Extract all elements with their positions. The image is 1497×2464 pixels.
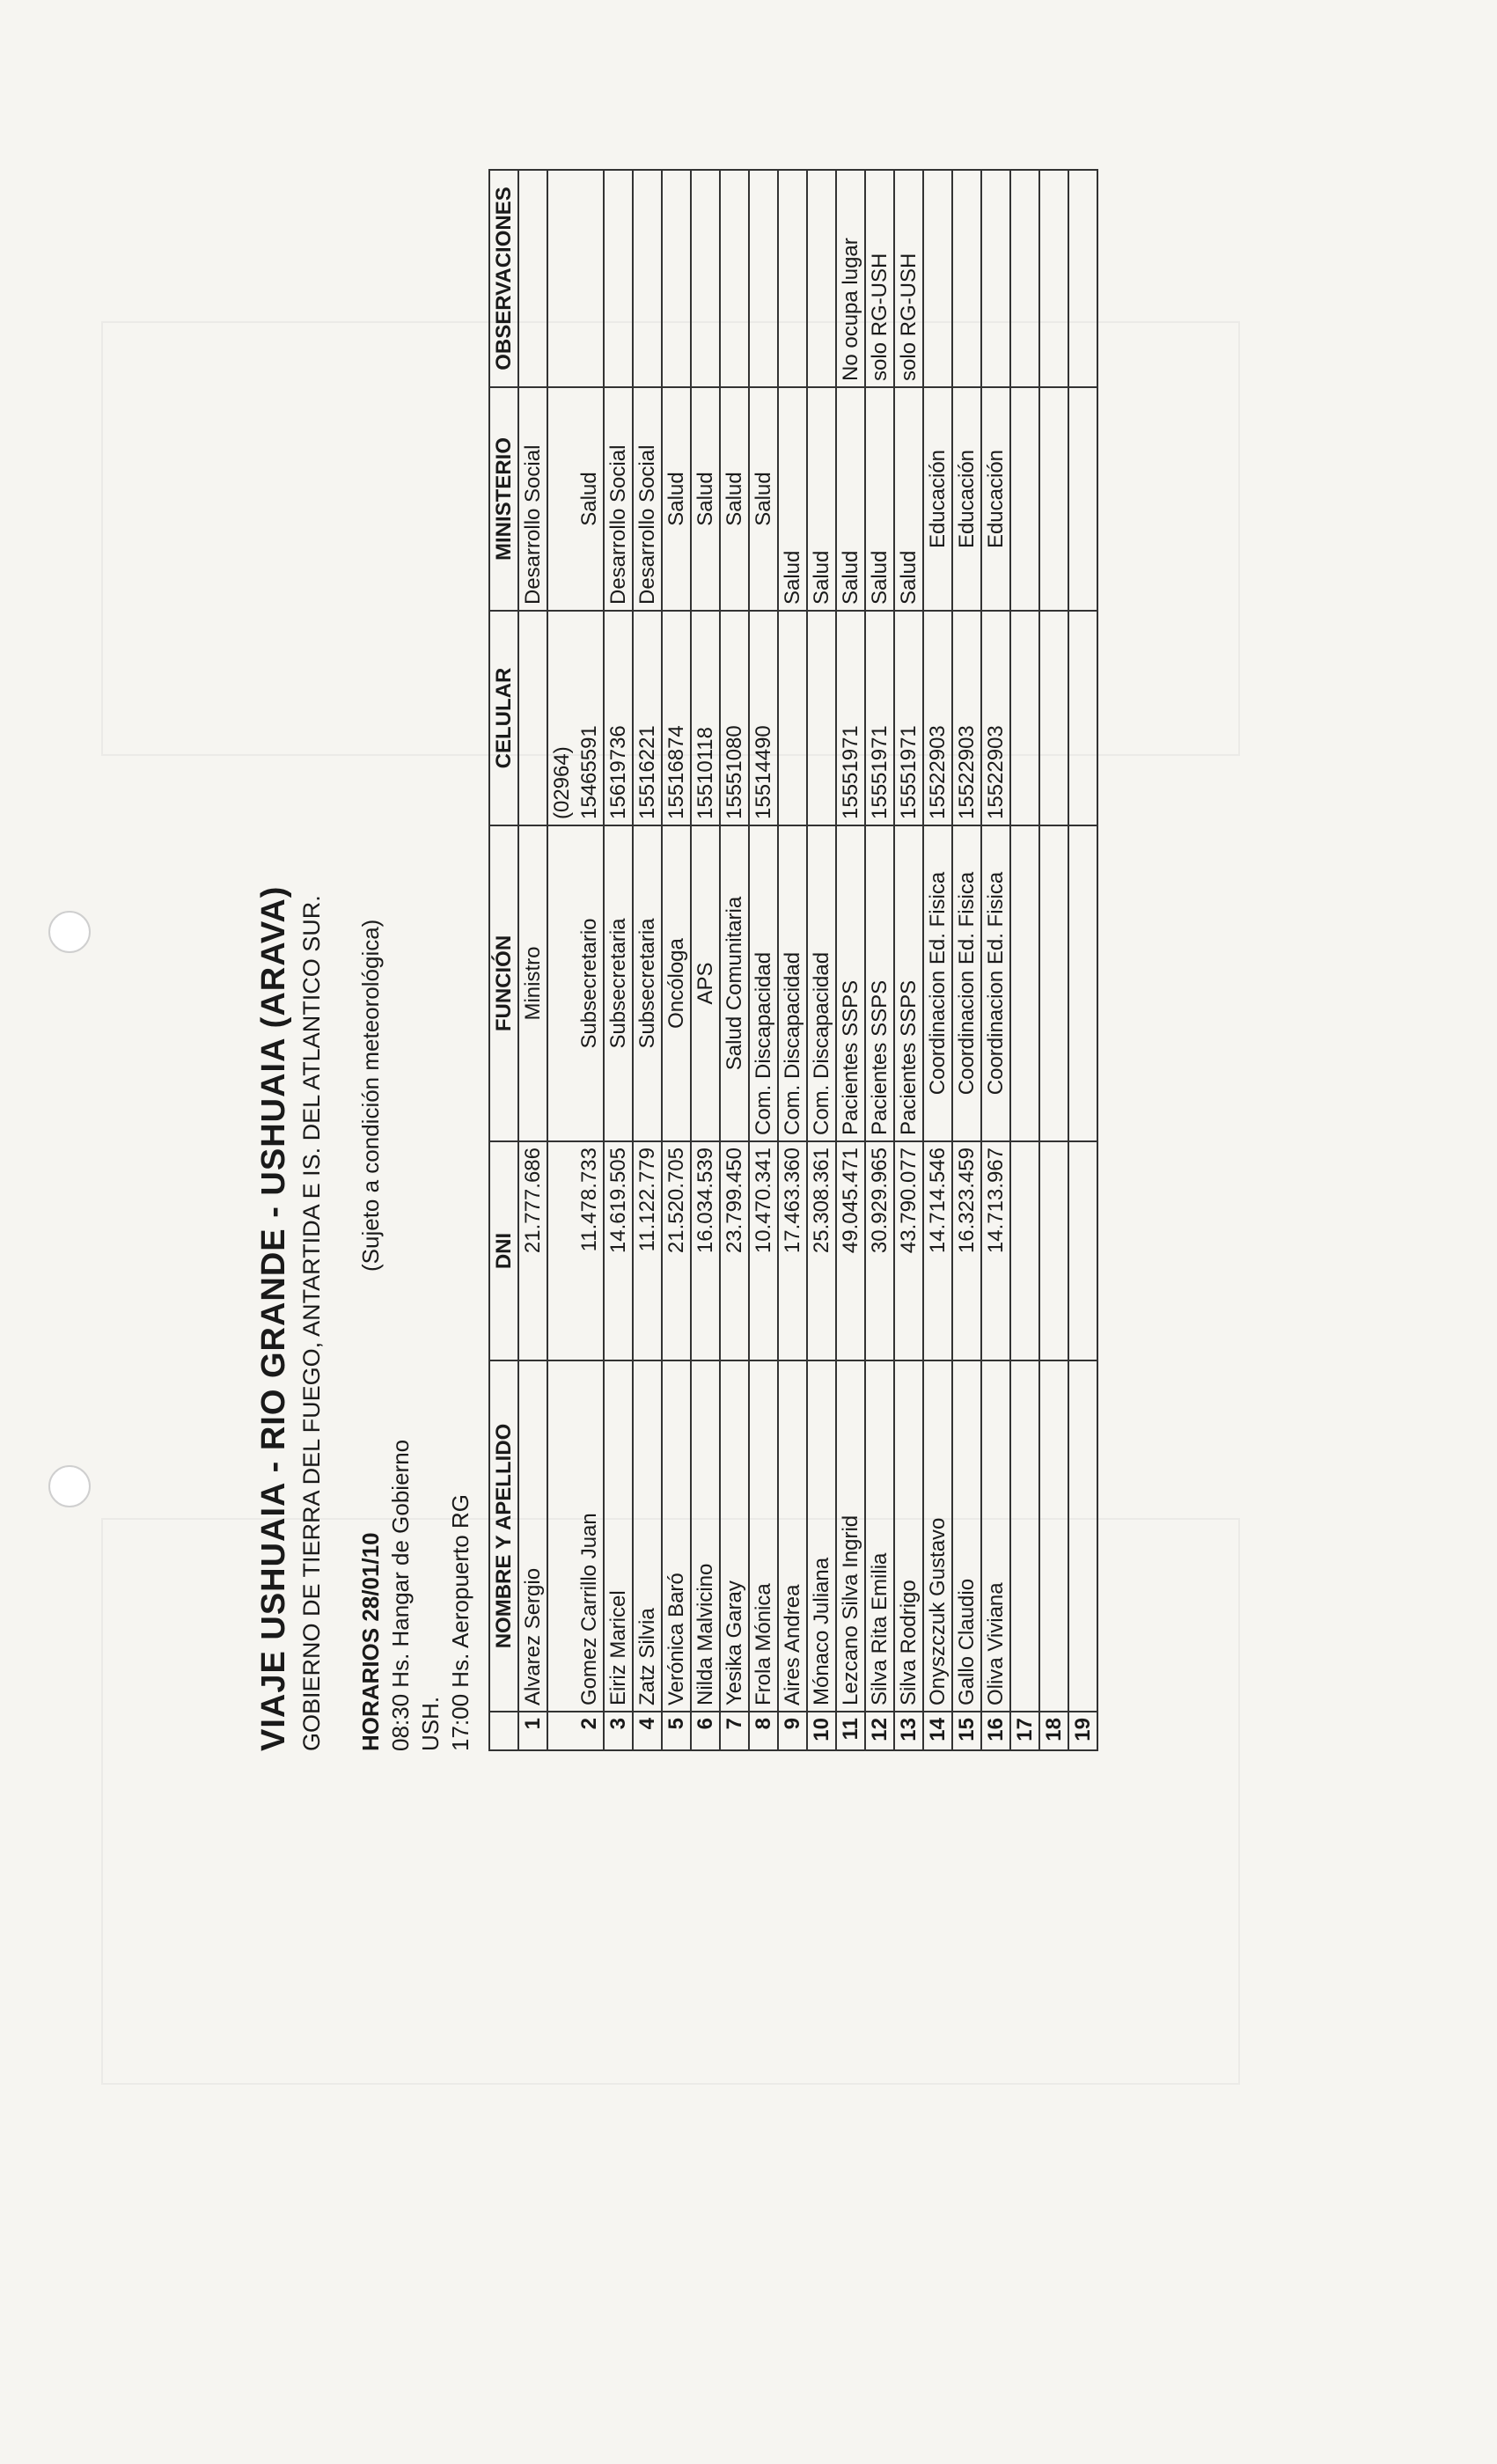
cell-funcion: Subsecretaria	[604, 825, 633, 1141]
cell-celular: 15522903	[923, 611, 952, 825]
cell-celular	[778, 611, 807, 825]
cell-observaciones	[952, 170, 981, 387]
cell-ministerio: Salud	[865, 387, 894, 611]
cell-name: Mónaco Juliana	[807, 1360, 836, 1712]
cell-celular: 15551971	[894, 611, 923, 825]
cell-name: Silva Rita Emilia	[865, 1360, 894, 1712]
cell-number: 18	[1039, 1712, 1068, 1750]
schedule-heading: HORARIOS 28/01/10	[357, 1532, 384, 1751]
cell-funcion	[1068, 825, 1097, 1141]
cell-observaciones	[604, 170, 633, 387]
cell-ministerio: Salud	[836, 387, 865, 611]
cell-dni: 14.619.505	[604, 1141, 633, 1360]
schedule-line-1: 08:30 Hs. Hangar de Gobierno	[387, 1439, 414, 1751]
cell-celular: 15522903	[952, 611, 981, 825]
table-row	[807, 170, 836, 1750]
cell-ministerio: Salud	[576, 387, 604, 611]
cell-celular	[1039, 611, 1068, 825]
cell-number: 11	[836, 1712, 865, 1750]
cell-observaciones	[720, 170, 749, 387]
cell-celular	[518, 611, 547, 825]
cell-observaciones	[633, 170, 662, 387]
schedule-note: (Sujeto a condición meteorológica)	[357, 919, 384, 1272]
cell-celular: 15510118	[691, 611, 720, 825]
cell-number: 10	[807, 1712, 836, 1750]
cell-ministerio: Desarrollo Social	[604, 387, 633, 611]
table-row	[662, 170, 691, 1750]
cell-number	[547, 1712, 576, 1750]
header-observaciones: OBSERVACIONES	[489, 170, 518, 387]
cell-ministerio: Salud	[720, 387, 749, 611]
cell-ministerio	[547, 387, 576, 611]
cell-number: 12	[865, 1712, 894, 1750]
cell-observaciones	[1039, 170, 1068, 387]
cell-ministerio: Educación	[923, 387, 952, 611]
cell-funcion: Com. Discapacidad	[749, 825, 778, 1141]
cell-dni: 14.714.546	[923, 1141, 952, 1360]
schedule-line-2: USH.	[417, 1696, 444, 1751]
cell-observaciones	[749, 170, 778, 387]
table-row	[518, 170, 547, 1750]
cell-dni	[1010, 1141, 1039, 1360]
table-row	[1010, 170, 1039, 1750]
cell-funcion: Ministro	[518, 825, 547, 1141]
cell-celular: 15522903	[981, 611, 1010, 825]
cell-celular: 15619736	[604, 611, 633, 825]
cell-name: Aires Andrea	[778, 1360, 807, 1712]
cell-observaciones	[923, 170, 952, 387]
cell-number: 2	[576, 1712, 604, 1750]
cell-name: Oliva Viviana	[981, 1360, 1010, 1712]
cell-dni: 25.308.361	[807, 1141, 836, 1360]
table-row	[1068, 170, 1097, 1750]
schedule-block	[356, 886, 475, 1751]
cell-observaciones	[778, 170, 807, 387]
cell-celular	[1010, 611, 1039, 825]
cell-name: Nilda Malvicino	[691, 1360, 720, 1712]
cell-name	[547, 1360, 576, 1712]
table-row	[778, 170, 807, 1750]
header-ministerio: MINISTERIO	[489, 387, 518, 611]
cell-celular: 15551080	[720, 611, 749, 825]
cell-funcion: Coordinacion Ed. Fisica	[923, 825, 952, 1141]
cell-dni: 11.122.779	[633, 1141, 662, 1360]
cell-dni: 11.478.733	[576, 1141, 604, 1360]
cell-dni: 23.799.450	[720, 1141, 749, 1360]
cell-funcion: Subsecretario	[576, 825, 604, 1141]
cell-dni: 43.790.077	[894, 1141, 923, 1360]
cell-ministerio	[1068, 387, 1097, 611]
cell-dni: 17.463.360	[778, 1141, 807, 1360]
document-title: VIAJE USHUAIA - RIO GRANDE - USHUAIA (ARAVA)	[255, 885, 292, 1751]
cell-name	[1068, 1360, 1097, 1712]
cell-dni: 16.323.459	[952, 1141, 981, 1360]
document-header	[255, 886, 475, 1751]
cell-number: 19	[1068, 1712, 1097, 1750]
schedule-line-3: 17:00 Hs. Aeropuerto RG	[447, 1494, 473, 1751]
cell-ministerio: Desarrollo Social	[633, 387, 662, 611]
table-row	[923, 170, 952, 1750]
cell-dni: 21.777.686	[518, 1141, 547, 1360]
header-dni: DNI	[489, 1141, 518, 1360]
cell-funcion: Com. Discapacidad	[778, 825, 807, 1141]
cell-celular	[1068, 611, 1097, 825]
header-celular: CELULAR	[489, 611, 518, 825]
table-row	[865, 170, 894, 1750]
cell-dni: 16.034.539	[691, 1141, 720, 1360]
cell-name: Silva Rodrigo	[894, 1360, 923, 1712]
cell-number: 9	[778, 1712, 807, 1750]
cell-number: 1	[518, 1712, 547, 1750]
cell-funcion: Pacientes SSPS	[865, 825, 894, 1141]
cell-number: 6	[691, 1712, 720, 1750]
header-number	[489, 1712, 518, 1750]
cell-dni	[1068, 1141, 1097, 1360]
cell-ministerio: Educación	[981, 387, 1010, 611]
cell-celular: 15516874	[662, 611, 691, 825]
cell-observaciones	[576, 170, 604, 387]
cell-number: 3	[604, 1712, 633, 1750]
cell-ministerio: Salud	[807, 387, 836, 611]
cell-celular: 15551971	[836, 611, 865, 825]
table-row	[749, 170, 778, 1750]
cell-funcion: Subsecretaria	[633, 825, 662, 1141]
table-row	[952, 170, 981, 1750]
cell-name: Lezcano Silva Ingrid	[836, 1360, 865, 1712]
cell-observaciones: solo RG-USH	[865, 170, 894, 387]
cell-observaciones	[981, 170, 1010, 387]
table-row	[836, 170, 865, 1750]
passenger-table	[488, 169, 1098, 1751]
cell-name: Gomez Carrillo Juan	[576, 1360, 604, 1712]
cell-ministerio: Salud	[778, 387, 807, 611]
cell-number: 15	[952, 1712, 981, 1750]
table-row	[894, 170, 923, 1750]
table-header-row	[489, 170, 518, 1750]
cell-celular	[807, 611, 836, 825]
cell-funcion: Pacientes SSPS	[894, 825, 923, 1141]
table-row	[604, 170, 633, 1750]
cell-dni: 14.713.967	[981, 1141, 1010, 1360]
cell-celular: 15516221	[633, 611, 662, 825]
cell-name: Alvarez Sergio	[518, 1360, 547, 1712]
cell-ministerio: Salud	[894, 387, 923, 611]
table-row	[691, 170, 720, 1750]
cell-name: Gallo Claudio	[952, 1360, 981, 1712]
cell-number: 8	[749, 1712, 778, 1750]
cell-number: 13	[894, 1712, 923, 1750]
cell-observaciones	[807, 170, 836, 387]
cell-dni	[547, 1141, 576, 1360]
cell-celular: 15465591	[576, 611, 604, 825]
cell-funcion	[1010, 825, 1039, 1141]
cell-funcion: Oncóloga	[662, 825, 691, 1141]
cell-name: Onyszczuk Gustavo	[923, 1360, 952, 1712]
cell-observaciones	[518, 170, 547, 387]
cell-funcion: APS	[691, 825, 720, 1141]
cell-ministerio: Educación	[952, 387, 981, 611]
cell-name: Eiriz Maricel	[604, 1360, 633, 1712]
cell-ministerio: Salud	[662, 387, 691, 611]
cell-celular: 15514490	[749, 611, 778, 825]
cell-number: 5	[662, 1712, 691, 1750]
table-row	[576, 170, 604, 1750]
cell-ministerio	[1039, 387, 1068, 611]
cell-ministerio: Desarrollo Social	[518, 387, 547, 611]
cell-observaciones	[662, 170, 691, 387]
cell-name	[1010, 1360, 1039, 1712]
table-row	[1039, 170, 1068, 1750]
header-name: NOMBRE Y APELLIDO	[489, 1360, 518, 1712]
cell-ministerio: Salud	[749, 387, 778, 611]
cell-observaciones	[1068, 170, 1097, 387]
cell-dni	[1039, 1141, 1068, 1360]
cell-name	[1039, 1360, 1068, 1712]
cell-celular: (02964)	[547, 611, 576, 825]
cell-funcion	[547, 825, 576, 1141]
cell-ministerio: Salud	[691, 387, 720, 611]
document-subtitle: GOBIERNO DE TIERRA DEL FUEGO, ANTARTIDA E IS. DEL ATLANTICO SUR.	[298, 895, 325, 1751]
cell-funcion: Com. Discapacidad	[807, 825, 836, 1141]
cell-name: Zatz Silvia	[633, 1360, 662, 1712]
table-row	[981, 170, 1010, 1750]
cell-name: Verónica Baró	[662, 1360, 691, 1712]
cell-number: 7	[720, 1712, 749, 1750]
table-row	[720, 170, 749, 1750]
cell-funcion: Coordinacion Ed. Fisica	[952, 825, 981, 1141]
cell-dni: 30.929.965	[865, 1141, 894, 1360]
cell-observaciones	[691, 170, 720, 387]
cell-funcion	[1039, 825, 1068, 1141]
cell-funcion: Salud Comunitaria	[720, 825, 749, 1141]
cell-funcion: Coordinacion Ed. Fisica	[981, 825, 1010, 1141]
cell-observaciones	[1010, 170, 1039, 387]
cell-name: Frola Mónica	[749, 1360, 778, 1712]
cell-funcion: Pacientes SSPS	[836, 825, 865, 1141]
cell-number: 14	[923, 1712, 952, 1750]
header-funcion: FUNCIÓN	[489, 825, 518, 1141]
cell-number: 4	[633, 1712, 662, 1750]
cell-number: 16	[981, 1712, 1010, 1750]
cell-observaciones: solo RG-USH	[894, 170, 923, 387]
cell-celular: 15551971	[865, 611, 894, 825]
cell-number: 17	[1010, 1712, 1039, 1750]
cell-observaciones: No ocupa lugar	[836, 170, 865, 387]
cell-dni: 10.470.341	[749, 1141, 778, 1360]
table-row	[633, 170, 662, 1750]
table-row	[547, 170, 576, 1750]
cell-observaciones	[547, 170, 576, 387]
cell-dni: 49.045.471	[836, 1141, 865, 1360]
cell-name: Yesika Garay	[720, 1360, 749, 1712]
cell-ministerio	[1010, 387, 1039, 611]
cell-dni: 21.520.705	[662, 1141, 691, 1360]
